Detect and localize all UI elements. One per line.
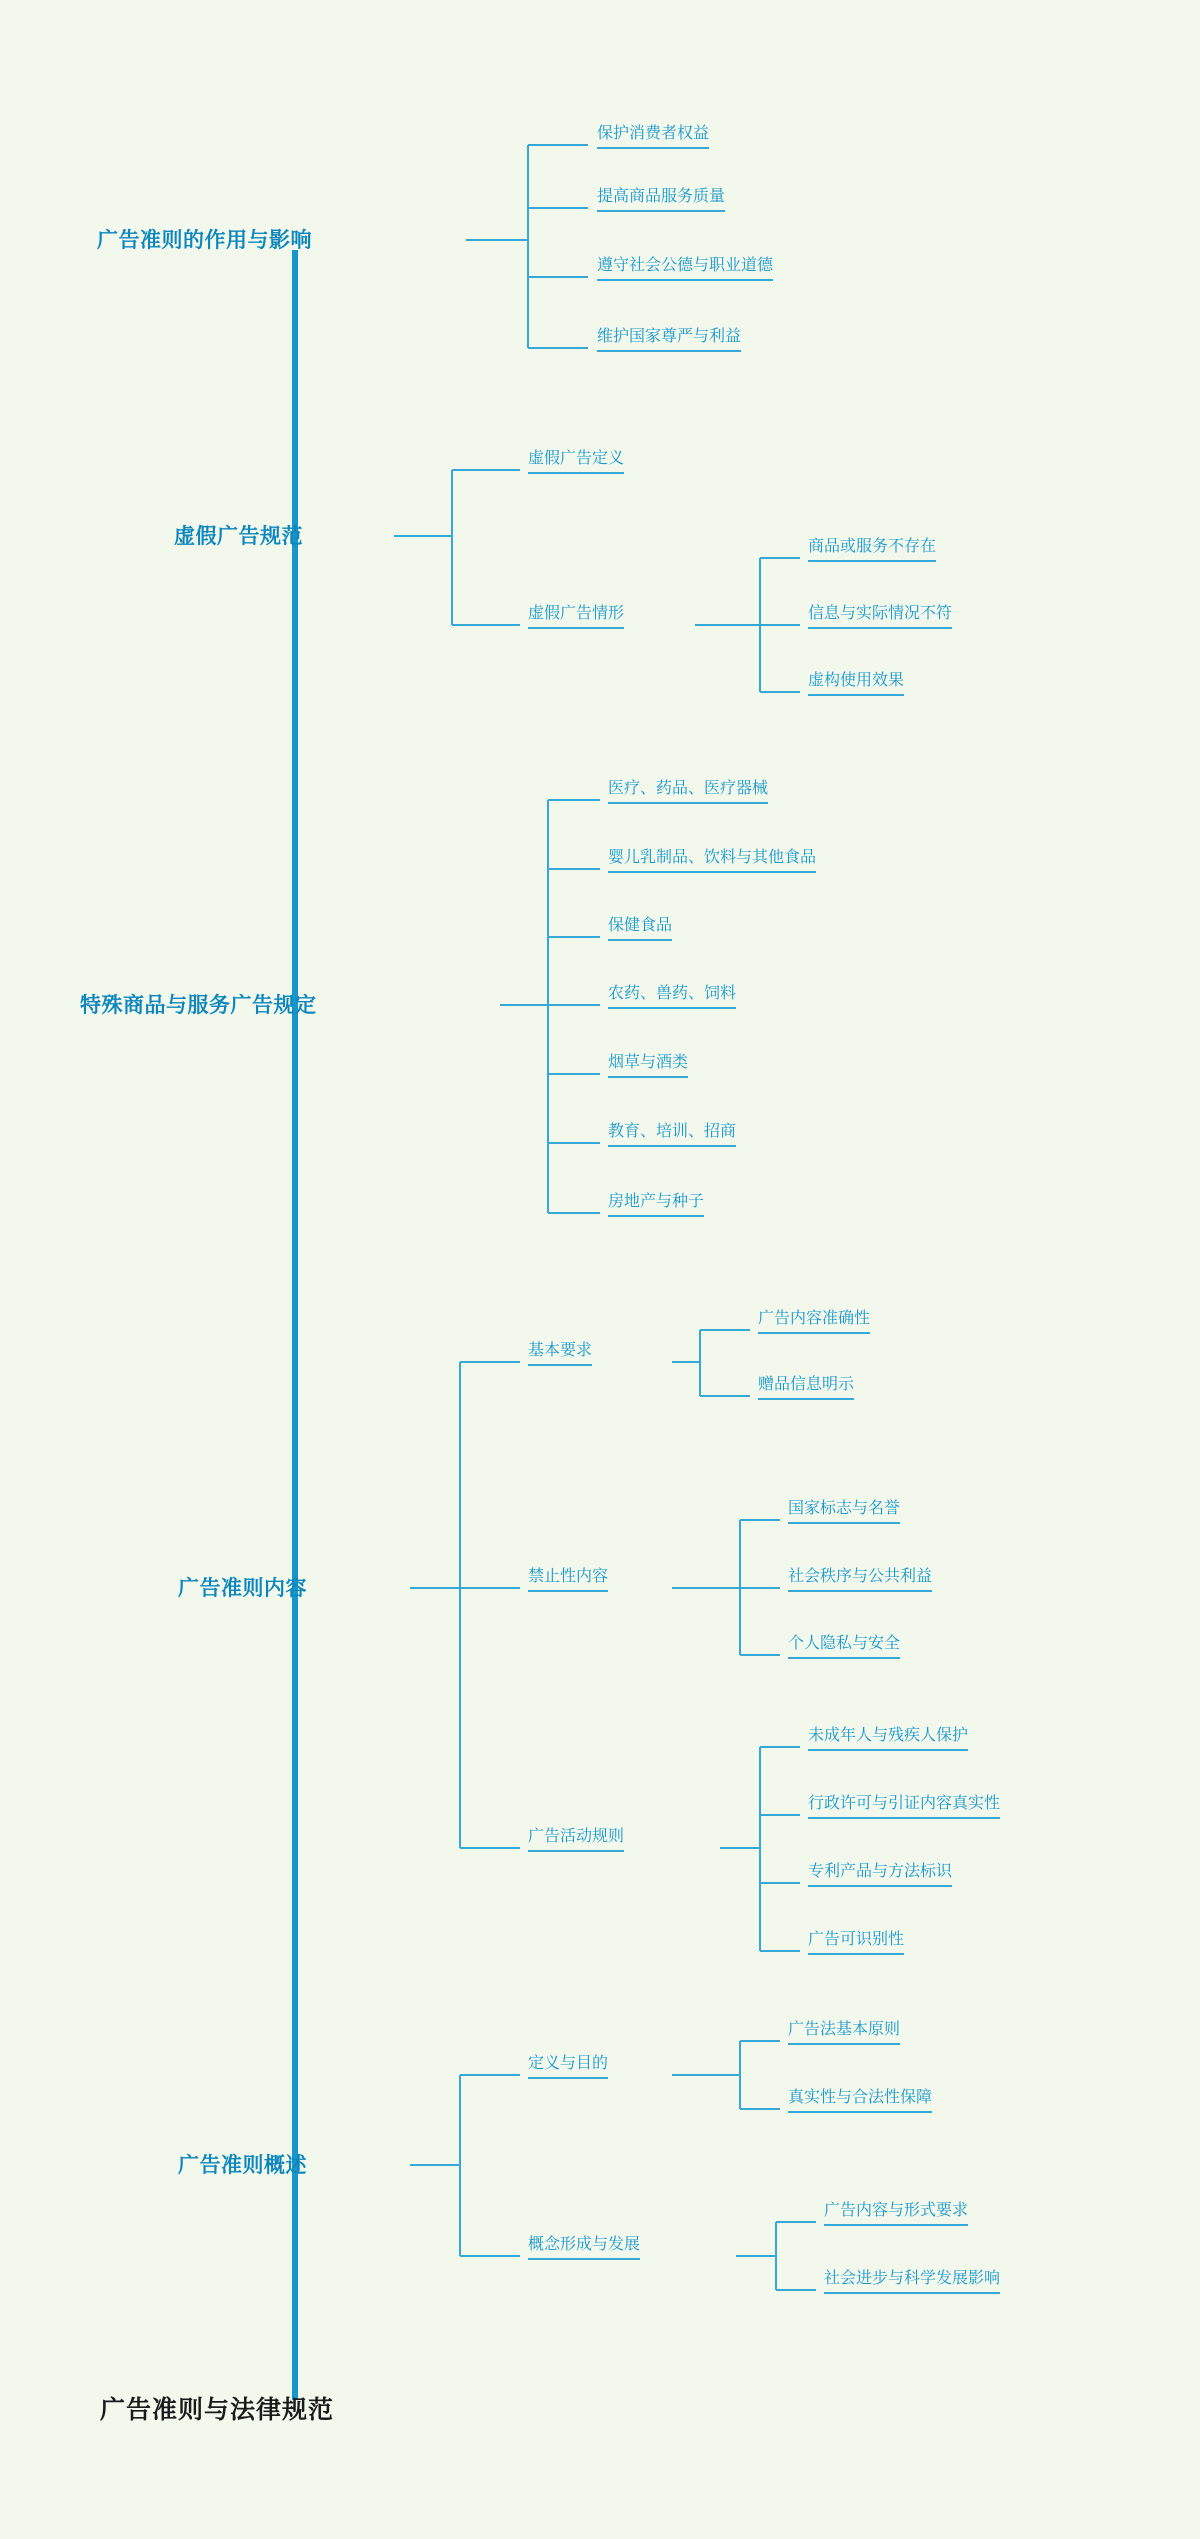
node-4-1-2[interactable]: 赠品信息明示: [758, 1375, 854, 1400]
branch-label-3[interactable]: 特殊商品与服务广告规定: [80, 994, 317, 1017]
node-5-1[interactable]: 定义与目的: [528, 2054, 608, 2079]
node-4-3-1[interactable]: 未成年人与残疾人保护: [808, 1726, 968, 1751]
node-4-2[interactable]: 禁止性内容: [528, 1567, 608, 1592]
node-5-2-2[interactable]: 社会进步与科学发展影响: [824, 2269, 1000, 2294]
node-2-2[interactable]: 虚假广告情形: [528, 604, 624, 629]
node-3-5[interactable]: 烟草与酒类: [608, 1053, 688, 1078]
branch-label-1[interactable]: 广告准则的作用与影响: [97, 229, 312, 252]
node-4-3[interactable]: 广告活动规则: [528, 1827, 624, 1852]
node-3-1[interactable]: 医疗、药品、医疗器械: [608, 779, 768, 804]
node-4-2-1[interactable]: 国家标志与名誉: [788, 1499, 900, 1524]
node-1-4[interactable]: 维护国家尊严与利益: [597, 327, 741, 352]
node-4-3-3[interactable]: 专利产品与方法标识: [808, 1862, 952, 1887]
node-5-1-2[interactable]: 真实性与合法性保障: [788, 2088, 932, 2113]
node-4-1-1[interactable]: 广告内容准确性: [758, 1309, 870, 1334]
node-1-3[interactable]: 遵守社会公德与职业道德: [597, 256, 773, 281]
node-2-2-1[interactable]: 商品或服务不存在: [808, 537, 936, 562]
node-3-6[interactable]: 教育、培训、招商: [608, 1122, 736, 1147]
root-node-label[interactable]: 广告准则与法律规范: [100, 2396, 335, 2424]
node-3-4[interactable]: 农药、兽药、饲料: [608, 984, 736, 1009]
node-4-2-3[interactable]: 个人隐私与安全: [788, 1634, 900, 1659]
node-5-2[interactable]: 概念形成与发展: [528, 2235, 640, 2260]
node-4-1[interactable]: 基本要求: [528, 1341, 592, 1366]
branch-label-4[interactable]: 广告准则内容: [178, 1577, 307, 1600]
node-2-2-3[interactable]: 虚构使用效果: [808, 671, 904, 696]
node-3-2[interactable]: 婴儿乳制品、饮料与其他食品: [608, 848, 816, 873]
node-1-2[interactable]: 提高商品服务质量: [597, 187, 725, 212]
node-2-1[interactable]: 虚假广告定义: [528, 449, 624, 474]
node-2-2-2[interactable]: 信息与实际情况不符: [808, 604, 952, 629]
node-5-1-1[interactable]: 广告法基本原则: [788, 2020, 900, 2045]
branch-label-5[interactable]: 广告准则概述: [178, 2154, 307, 2177]
node-1-1[interactable]: 保护消费者权益: [597, 124, 709, 149]
node-4-2-2[interactable]: 社会秩序与公共利益: [788, 1567, 932, 1592]
node-5-2-1[interactable]: 广告内容与形式要求: [824, 2201, 968, 2226]
branch-label-2[interactable]: 虚假广告规范: [174, 525, 303, 548]
node-4-3-2[interactable]: 行政许可与引证内容真实性: [808, 1794, 1000, 1819]
node-3-7[interactable]: 房地产与种子: [608, 1192, 704, 1217]
node-3-3[interactable]: 保健食品: [608, 916, 672, 941]
node-4-3-4[interactable]: 广告可识别性: [808, 1930, 904, 1955]
